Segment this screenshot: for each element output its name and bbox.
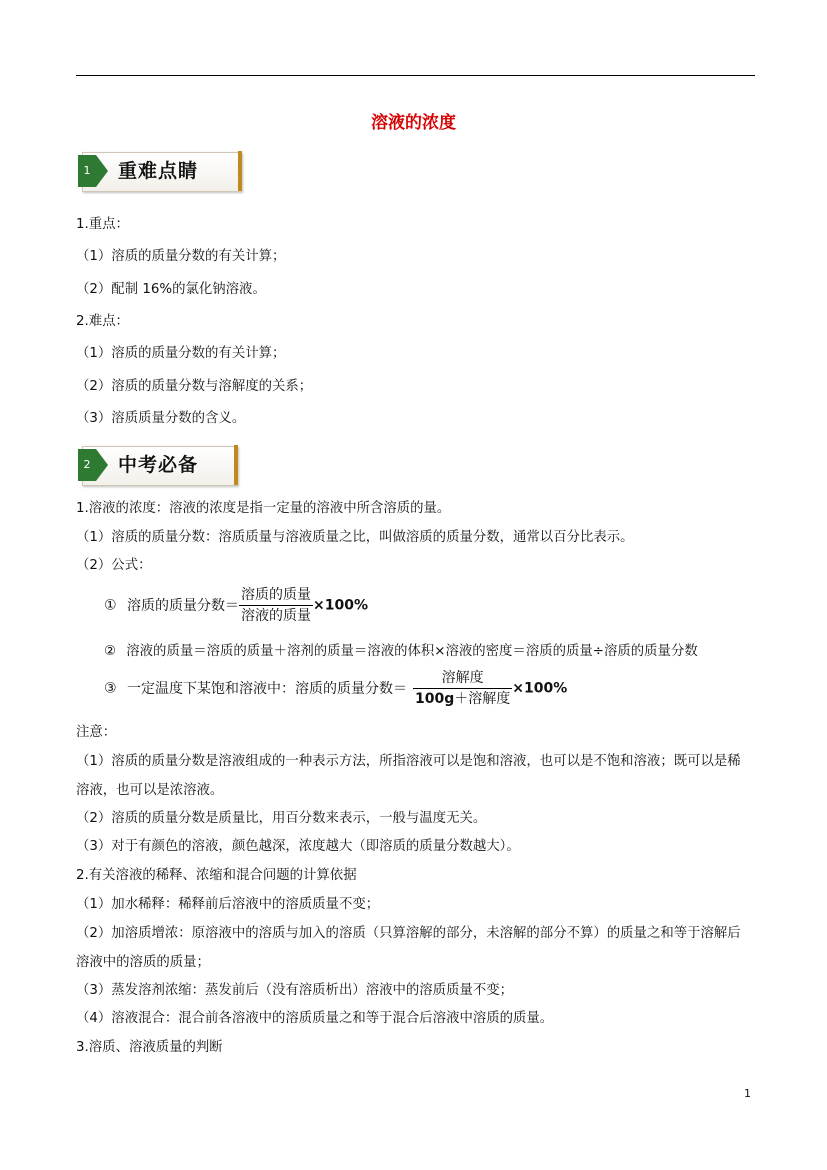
text-line: （2）公式：	[76, 558, 152, 573]
fraction-denominator	[413, 689, 512, 709]
denominator-bold: 100g	[415, 691, 455, 707]
section-number: 2	[83, 458, 91, 471]
calc-4: （4）溶液混合：混合前各溶液中的溶质质量之和等于混合后溶液中溶质的质量。	[76, 1011, 554, 1026]
section-number: 1	[83, 164, 91, 177]
formula-2	[104, 640, 698, 659]
banner-endcap	[234, 445, 238, 485]
text-line: 1.重点：	[76, 217, 129, 232]
text-line: （2）溶质的质量分数与溶解度的关系；	[76, 379, 313, 394]
formula-lhs: 溶质的质量分数＝	[127, 597, 240, 614]
text-line: 2.难点：	[76, 314, 129, 329]
notes-title: 注意：	[76, 725, 117, 740]
judge-title: 3.溶质、溶液质量的判断	[76, 1040, 223, 1055]
formula-tail: ×100%	[512, 680, 568, 697]
banner-endcap	[238, 151, 242, 191]
formula-lhs: 一定温度下某饱和溶液中：溶质的质量分数＝	[127, 680, 408, 697]
text-line: （1）溶质的质量分数的有关计算；	[76, 249, 286, 264]
text-line: （1）溶质的质量分数的有关计算；	[76, 346, 286, 361]
formula-3	[104, 668, 567, 709]
formula-marker: ①	[104, 597, 117, 614]
section-label: 中考必备	[118, 454, 199, 476]
section-banner-2	[78, 445, 238, 486]
note-2: （2）溶质的质量分数是质量比，用百分数来表示，一般与温度无关。	[76, 811, 487, 826]
formula-tail: ×100%	[313, 597, 368, 614]
calc-2: （2）加溶质增浓：原溶液中的溶质与加入的溶质（只算溶解的部分，未溶解的部分不算）的质量之和等于溶解后溶液中的溶质的质量；	[76, 926, 741, 970]
fraction-denominator: 溶液的质量	[241, 608, 312, 624]
fraction	[239, 585, 313, 626]
text-line: （1）溶质的质量分数：溶质质量与溶液质量之比，叫做溶质的质量分数，通常以百分比表示。	[76, 530, 634, 545]
calc-3: （3）蒸发溶剂浓缩：蒸发前后（没有溶质析出）溶液中的溶质质量不变；	[76, 983, 514, 998]
note-1: （1）溶质的质量分数是溶液组成的一种表示方法，所指溶液可以是饱和溶液，也可以是不饱和溶液；既可以是稀溶液，也可以是浓溶液。	[76, 754, 741, 798]
page-number: 1	[744, 1087, 751, 1100]
calc-title: 2.有关溶液的稀释、浓缩和混合问题的计算依据	[76, 868, 357, 883]
section-banner-1	[78, 151, 242, 192]
fraction-numerator: 溶解度	[413, 668, 512, 689]
formula-marker: ③	[104, 680, 117, 697]
text-line: （2）配制 16%的氯化钠溶液。	[76, 282, 266, 297]
formula-text: 溶液的质量＝溶质的质量＋溶剂的质量＝溶液的体积×溶液的密度＝溶质的质量÷溶质的质量分数	[126, 644, 698, 659]
text-line: 1.溶液的浓度：溶液的浓度是指一定量的溶液中所含溶质的量。	[76, 501, 451, 516]
fraction-numerator: 溶质的质量	[239, 585, 313, 606]
formula-marker: ②	[104, 644, 117, 659]
fraction	[413, 668, 512, 709]
note-3: （3）对于有颜色的溶液，颜色越深，浓度越大（即溶质的质量分数越大）。	[76, 839, 520, 854]
formula-1	[104, 585, 368, 626]
text-line: （3）溶质质量分数的含义。	[76, 411, 246, 426]
section-label: 重难点睛	[118, 160, 199, 182]
calc-1: （1）加水稀释：稀释前后溶液中的溶质质量不变；	[76, 897, 380, 912]
header-rule	[76, 75, 755, 76]
page-title: 溶液的浓度	[371, 113, 456, 133]
denominator-rest: ＋溶解度	[454, 691, 511, 707]
